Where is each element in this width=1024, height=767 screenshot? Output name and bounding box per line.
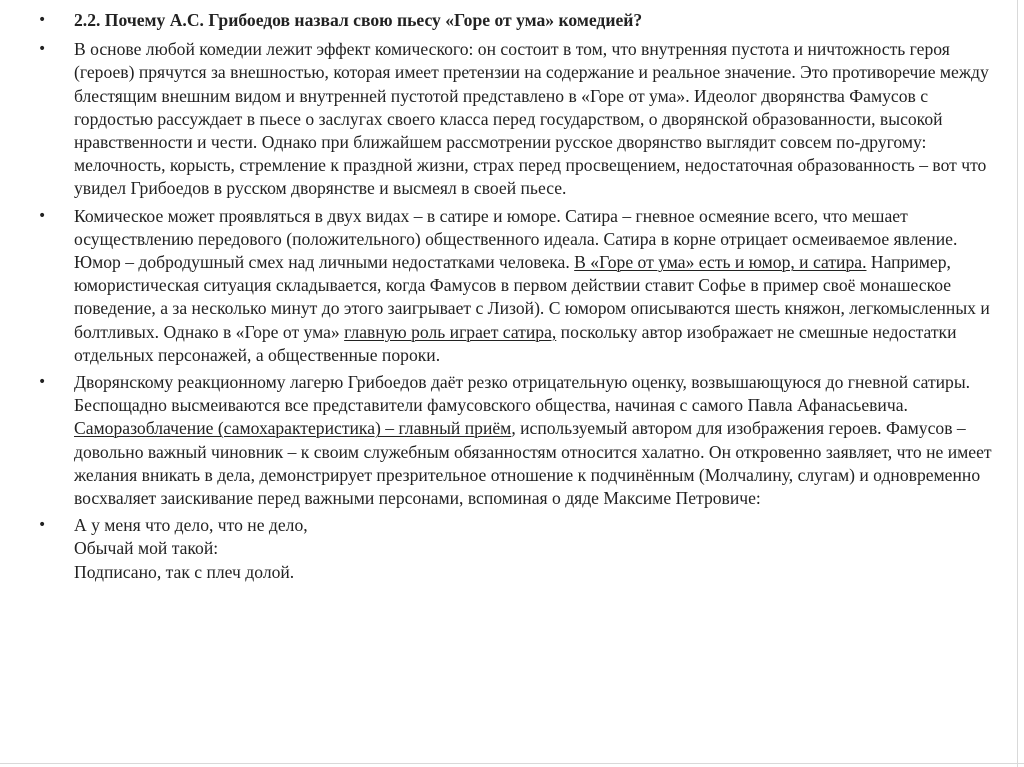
- bullet-item-satire-humor: [38, 205, 998, 367]
- verse-line: А у меня что дело, что не дело,: [74, 515, 308, 536]
- underlined-phrase: В «Горе от ума» есть и юмор, и сатира.: [574, 252, 867, 273]
- bullet-icon: •: [38, 41, 47, 58]
- text-segment: поскольку автор изображает не смешные недостатки отдельных персонажей, а общественные пороки.: [74, 321, 957, 365]
- bullet-item-heading: [38, 9, 998, 32]
- text-segment: Например, юмористическая ситуация складывается, когда Фамусов в первом действии ставит Софье в пример своё монашеское поведение, а за несколько минут до этого заигрывает с Лизой). С юмором описываются шесть княжон, легкомысленных и болтливых. Однако в «Горе от ума»: [74, 252, 990, 342]
- bullet-icon: •: [38, 12, 47, 28]
- bullet-icon: •: [38, 374, 47, 391]
- underlined-phrase: Саморазоблачение (самохарактеристика) – главный приём: [74, 418, 512, 439]
- bullet-item-verse-quote: [38, 514, 998, 584]
- verse-line: Подписано, так с плеч долой.: [74, 561, 295, 582]
- bullet-item-comic-effect: [38, 38, 998, 200]
- paragraph-satire-humor: [74, 205, 998, 367]
- paragraph-comic-effect: В основе любой комедии лежит эффект комического: он состоит в том, что внутренняя пустота и ничтожность героя (героев) прячутся за внешностью, которая имеет претензии на содержание и реальное значение. Это противоречие между блестящим внешним видом и внутренней пустотой представлено в «Горе от ума». Идеолог дворянства Фамусов с гордостью рассуждает в пьесе о заслугах своего класса перед государством, о дворянской образованности, высокой нравственности и чести. Однако при ближайшем рассмотрении русское дворянство выглядит совсем по-другому: мелочность, корысть, стремление к праздной жизни, страх перед просвещением, недостаточная образованность – вот что увидел Грибоедов в русском дворянстве и высмеял в своей пьесе.: [74, 39, 989, 199]
- text-segment: Комическое может проявляться в двух видах – в сатире и юморе. Сатира – гневное осмеяние всего, что мешает осуществлению передового (положительного) общественного идеала. Сатира в корне отрицает осмеиваемое явление. Юмор – добродушный смех над личными недостатками человека.: [74, 205, 958, 273]
- text-segment: , используемый автором для изображения героев. Фамусов – довольно важный чиновник – к своим служебным обязанностям относится халатно. Он откровенно заявляет, что не имеет желания вникать в дела, демонстрирует презрительное отношение к подчинённым (Молчалину, слугам) и одновременно восхваляет заискивание перед важными персонами, вспоминая о дяде Максиме Петровиче:: [74, 418, 992, 509]
- underlined-phrase: главную роль играет сатира,: [344, 321, 557, 342]
- verse-line: Обычай мой такой:: [74, 538, 219, 559]
- slide-border-right: [1017, 0, 1018, 767]
- verse-quote: [74, 514, 998, 584]
- paragraph-self-exposure: [74, 371, 998, 510]
- slide-content: [38, 9, 998, 588]
- bullet-item-self-exposure: [38, 371, 998, 510]
- bullet-icon: •: [38, 207, 47, 224]
- bullet-icon: •: [38, 517, 47, 534]
- slide-border-bottom: [0, 763, 1024, 764]
- heading-text: 2.2. Почему А.С. Грибоедов назвал свою пьесу «Горе от ума» комедией?: [74, 10, 643, 30]
- text-segment: Дворянскому реакционному лагерю Грибоедов даёт резко отрицательную оценку, возвышающуюся до гневной сатиры. Беспощадно высмеиваются все представители фамусовского общества, начиная с самого Павла Афанасьевича.: [74, 372, 971, 416]
